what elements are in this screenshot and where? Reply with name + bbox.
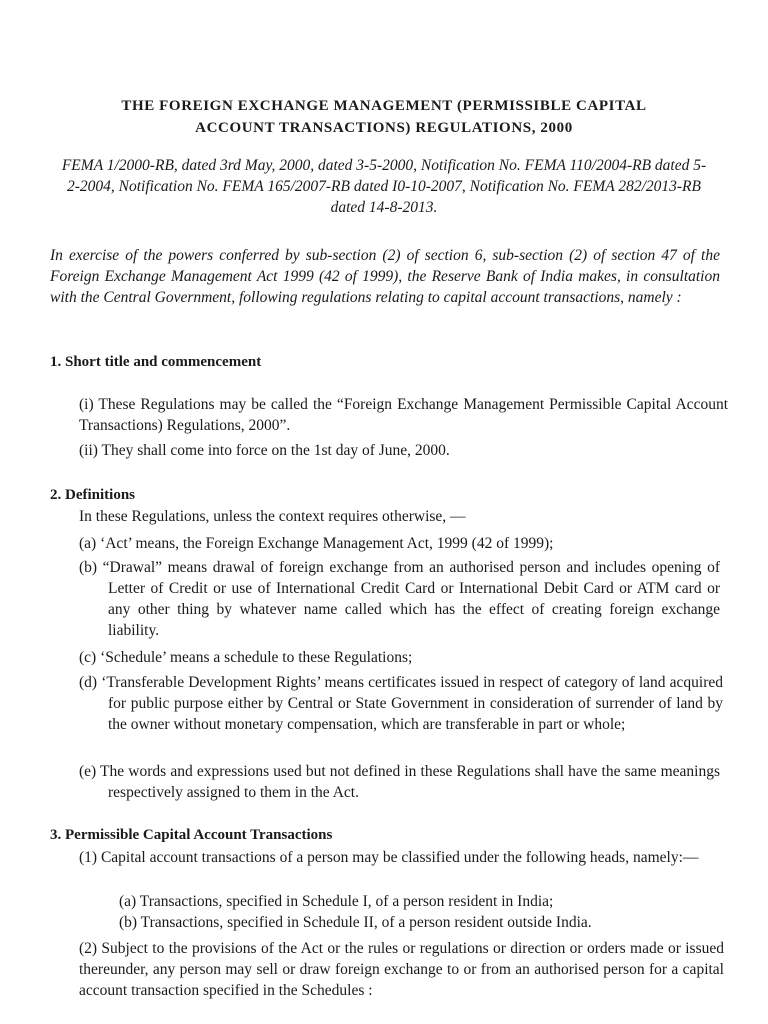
section-1-item-i: (i) These Regulations may be called the “Foreign Exchange Management Permissible Capital Account Transactions) Regulations, 2000”.: [79, 396, 728, 434]
definition-a: (a) ‘Act’ means, the Foreign Exchange Management Act, 1999 (42 of 1999);: [79, 535, 554, 552]
section-1-item-ii: (ii) They shall come into force on the 1st day of June, 2000.: [79, 442, 450, 459]
definition-d: (d) ‘Transferable Development Rights’ means certificates issued in respect of category of land acquired for public purpose either by Central or State Government in consideration of surrender of land by the owner without monetary compensation, which are transferable in part or whole;: [79, 674, 723, 733]
section-2-intro: In these Regulations, unless the context requires otherwise, —: [79, 508, 466, 525]
section-3-item-b: (b) Transactions, specified in Schedule II, of a person resident outside India.: [119, 914, 592, 931]
title-line-2: ACCOUNT TRANSACTIONS) REGULATIONS, 2000: [195, 120, 573, 136]
notification-reference: FEMA 1/2000-RB, dated 3rd May, 2000, dated 3-5-2000, Notification No. FEMA 110/2004-RB dated 5-2-2004, Notification No. FEMA 165/2007-RB dated I0-10-2007, Notification No. FEMA 282/2013-RB dated 14-8-2013.: [61, 157, 707, 216]
definition-b: (b) “Drawal” means drawal of foreign exchange from an authorised person and includes opening of Letter of Credit or use of International Credit Card or International Debit Card or ATM card or any other thing by whatever name called which has the effect of creating foreign exchange liability.: [79, 559, 720, 639]
document-title: [40, 95, 728, 139]
definition-e: (e) The words and expressions used but not defined in these Regulations shall have the same meanings respectively assigned to them in the Act.: [79, 763, 720, 801]
section-1-heading: 1. Short title and commencement: [50, 354, 262, 370]
section-2-heading: 2. Definitions: [50, 487, 136, 503]
preamble-paragraph: In exercise of the powers conferred by sub-section (2) of section 6, sub-section (2) of section 47 of the Foreign Exchange Management Act 1999 (42 of 1999), the Reserve Bank of India makes, in consultation with the Central Government, following regulations relating to capital account transactions, namely :: [50, 247, 720, 306]
section-3-item-a: (a) Transactions, specified in Schedule I, of a person resident in India;: [119, 893, 554, 910]
section-3-heading: 3. Permissible Capital Account Transactions: [50, 827, 333, 843]
section-3-para-2: (2) Subject to the provisions of the Act or the rules or regulations or direction or orders made or issued thereunder, any person may sell or draw foreign exchange to or from an authorised person for a capital account transaction specified in the Schedules :: [79, 940, 724, 999]
section-3-para-1: (1) Capital account transactions of a person may be classified under the following heads, namely:—: [79, 849, 699, 866]
definition-c: (c) ‘Schedule’ means a schedule to these Regulations;: [79, 649, 413, 666]
title-line-1: THE FOREIGN EXCHANGE MANAGEMENT (PERMISSIBLE CAPITAL: [121, 98, 647, 114]
